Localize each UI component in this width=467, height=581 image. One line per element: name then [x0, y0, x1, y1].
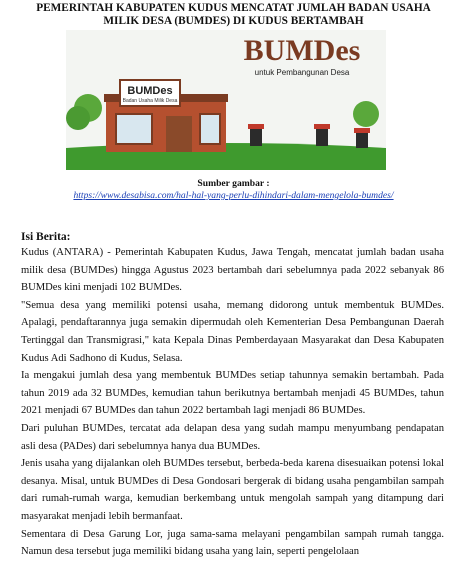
- caption-label: Sumber gambar :: [197, 178, 270, 189]
- bumdes-logo-tagline: untuk Pembangunan Desa: [254, 68, 350, 77]
- bumdes-logo-text: BUMDes: [243, 34, 361, 67]
- section-title: Isi Berita:: [21, 231, 71, 243]
- source-link[interactable]: https://www.desabisa.com/hal-hal-yang-perlu-dihindari-dalam-mengelola-bumdes/: [73, 190, 394, 201]
- paragraph: Dari puluhan BUMDes, tercatat ada delapan desa yang sudah mampu menyumbang pendapatan asli desa (PADes) dari sebelumnya hanya dua BUMDes.: [21, 422, 444, 452]
- title-line-1: PEMERINTAH KABUPATEN KUDUS MENCATAT JUMLAH BADAN USAHA: [36, 2, 431, 14]
- article-title: [0, 2, 467, 28]
- sign-text: BUMDes: [127, 85, 173, 97]
- paragraph: Ia mengakui jumlah desa yang membentuk BUMDes setiap tahunnya semakin bertambah. Pada tahun 2019 ada 32 BUMDes, kemudian tahun berikutnya bertambah menjadi 45 BUMDes, tahun 2021 menjadi 67 BUMDes dan tahun 2022 bertambah lagi menjadi 86 BUMDes.: [21, 370, 444, 417]
- title-line-2: MILIK DESA (BUMDES) DI KUDUS BERTAMBAH: [103, 15, 364, 27]
- bumdes-illustration: [66, 30, 386, 170]
- article-body: [21, 244, 444, 561]
- trash-bin-icon: [250, 128, 262, 146]
- trash-bin-icon: [316, 128, 328, 146]
- paragraph: Jenis usaha yang dijalankan oleh BUMDes tersebut, berbeda-beda karena disesuaikan potensi lokal desanya. Misal, untuk BUMDes di Desa Gondosari bergerak di bidang usaha pengambilan sampah dari rumah-rumah warga, kemudian berkembang untuk mengolah sampah yang ditampung dari masyarakat menjadi lebih bermanfaat.: [21, 458, 444, 522]
- trash-bin-icon: [356, 132, 368, 148]
- paragraph: Kudus (ANTARA) - Pemerintah Kabupaten Kudus, Jawa Tengah, mencatat jumlah badan usaha milik desa (BUMDes) hingga Agustus 2023 bertambah dari sebelumnya pada 2022 sebanyak 86 BUMDes kini menjadi 102 BUMDes.: [21, 247, 444, 294]
- paragraph: Sementara di Desa Garung Lor, juga sama-sama melayani pengambilan sampah rumah tangga. Namun desa tersebut juga memiliki bidang usaha yang lain, seperti pengelolaan: [21, 528, 444, 558]
- tree-icon: [353, 101, 379, 127]
- sign-subtext: Badan Usaha Milik Desa: [122, 98, 178, 104]
- paragraph: "Semua desa yang memiliki potensi usaha, memang didorong untuk membentuk BUMDes. Apalagi, pendaftarannya juga semakin dipermudah oleh Kementerian Desa Pembangunan Daerah Tertinggal dan Transmigrasi," kata Kepala Dinas Pemberdayaan Masyarakat dan Desa Kabupaten Kudus Adi Sadhono di Kudus, Selasa.: [21, 299, 444, 364]
- image-caption: [0, 178, 467, 202]
- door: [166, 116, 192, 152]
